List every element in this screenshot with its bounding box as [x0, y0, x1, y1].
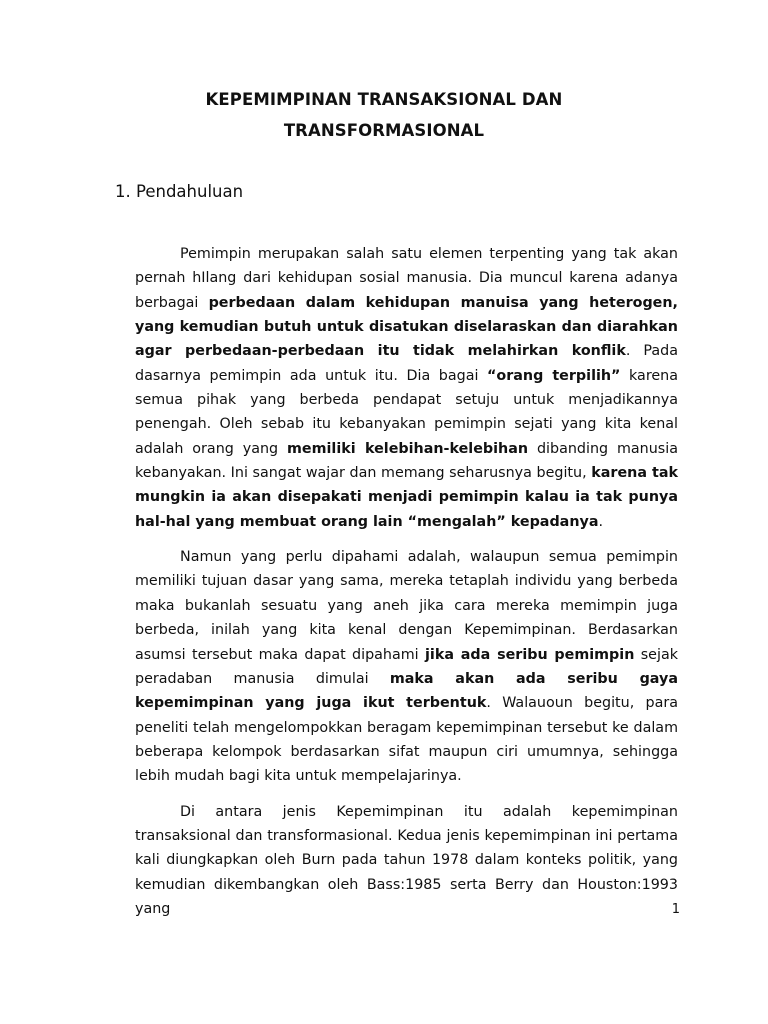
- text-run: . Walauoun begitu, para peneliti telah mengelompokkan beragam kepemimpinan tersebut ke dalam beberapa kelompok berdasarkan sifat maupun ciri umumnya, sehingga lebih mudah bagi kita untuk mempelajarinya.: [135, 695, 679, 785]
- document-title-line-2: TRANSFORMASIONAL: [283, 121, 485, 140]
- text-run: Namun yang perlu dipahami adalah, walaupun semua pemimpin memiliki tujuan dasar yang sama, mereka tetaplah individu yang berbeda maka bukanlah sesuatu yang aneh jika cara mereka memimpin juga berbeda, inilah yang kita kenal dengan Kepemimpinan. Berdasarkan asumsi tersebut maka dapat dipahami: [135, 549, 678, 663]
- text-run: Pemimpin merupakan salah satu elemen terpenting yang tak akan pernah hIlang dari kehidupan sosial manusia. Dia muncul karena adanya berbagai: [135, 246, 678, 311]
- bold-text-run: karena tak mungkin ia akan disepakati menjadi pemimpin kalau ia tak punya hal-hal yang membuat orang lain “mengalah” kepadanya: [135, 465, 678, 530]
- bold-text-run: perbedaan dalam kehidupan manuisa yang heterogen, yang kemudian butuh untuk disatukan diselaraskan dan diarahkan agar perbedaan-perbedaan itu tidak melahirkan konflik: [135, 294, 678, 360]
- bold-text-run: maka akan ada seribu gaya kepemimpinan yang juga ikut terbentuk: [135, 670, 678, 712]
- section-heading: 1. Pendahuluan: [115, 182, 244, 201]
- bold-text-run: “orang terpilih”: [487, 367, 621, 384]
- paragraph-2: [135, 545, 678, 788]
- page-number: 1: [671, 902, 680, 917]
- paragraph-1: [135, 242, 678, 534]
- text-run: Di antara jenis Kepemimpinan itu adalah kepemimpinan transaksional dan transformasional. Kedua jenis kepemimpinan ini pertama kali diungkapkan oleh Burn pada tahun 1978 dalam konteks politik, yang kemudian dikembangkan oleh Bass:1985 serta Berry dan Houston:1993 yang: [135, 803, 678, 917]
- text-run: . Pada dasarnya pemimpin ada untuk itu. Dia bagai: [135, 343, 678, 384]
- bold-text-run: jika ada seribu pemimpin: [425, 646, 635, 663]
- text-run: dibanding manusia kebanyakan. Ini sangat wajar dan memang seharusnya begitu,: [135, 440, 678, 482]
- text-run: karena semua pihak yang berbeda pendapat setuju untuk menjadikannya penengah. Oleh sebab itu kebanyakan pemimpin sejati yang kita kenal adalah orang yang: [135, 367, 678, 457]
- body-text: [135, 242, 678, 932]
- bold-text-run: memiliki kelebihan-kelebihan: [287, 440, 529, 457]
- paragraph-3: [135, 800, 678, 922]
- text-run: sejak peradaban manusia dimulai: [135, 646, 678, 687]
- text-run: .: [598, 513, 604, 530]
- document-title-line-1: KEPEMIMPINAN TRANSAKSIONAL DAN: [205, 90, 563, 109]
